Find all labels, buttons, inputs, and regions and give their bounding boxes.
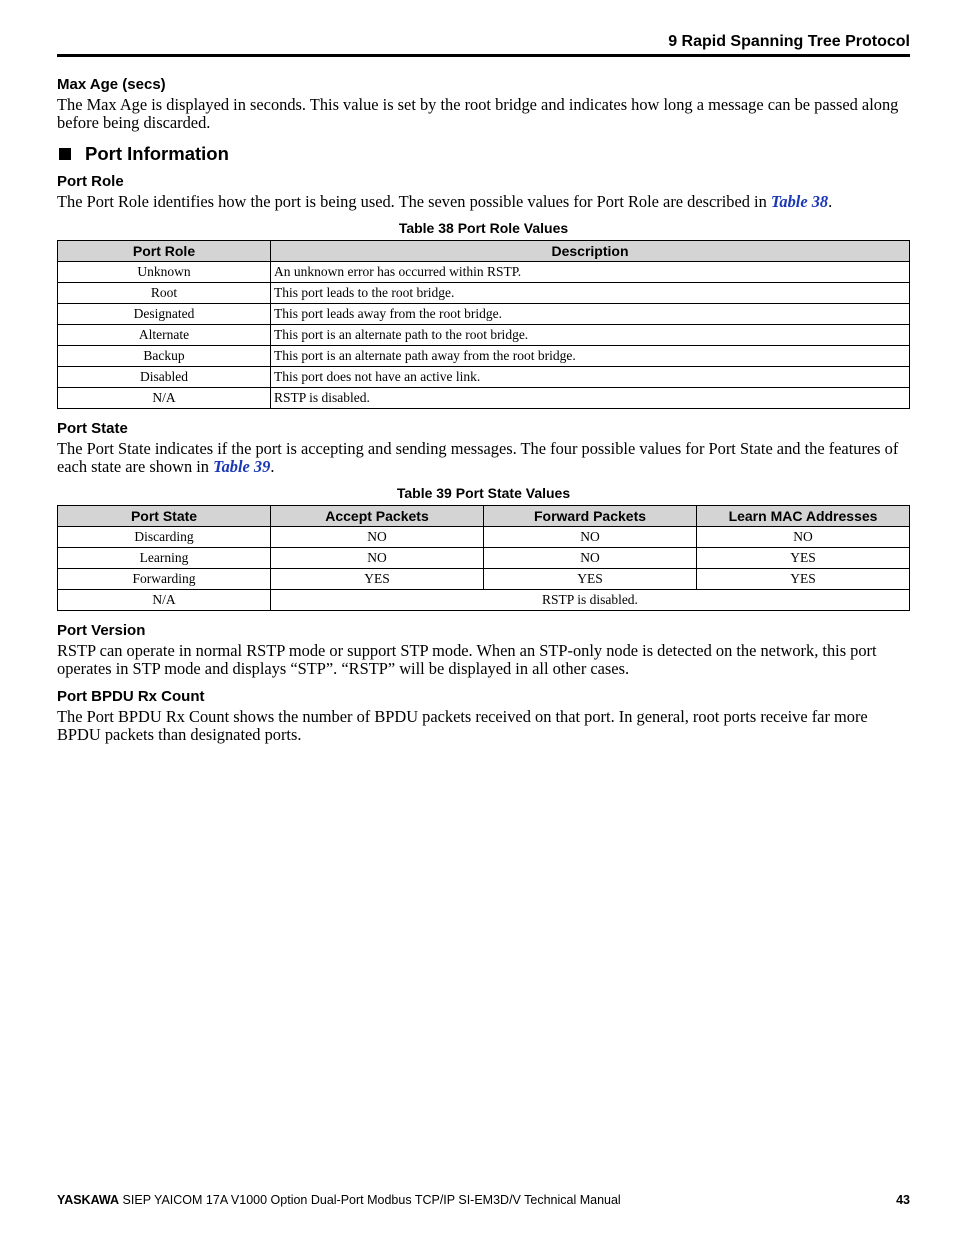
cell-port-role: Alternate	[58, 325, 271, 346]
column-header: Forward Packets	[484, 506, 697, 527]
cell-port-role: Designated	[58, 304, 271, 325]
table-row	[58, 283, 910, 304]
header-rule	[57, 54, 910, 57]
column-header: Accept Packets	[271, 506, 484, 527]
cell-learn-mac: NO	[697, 527, 910, 548]
cell-description: This port does not have an active link.	[271, 367, 910, 388]
table-39-caption: Table 39 Port State Values	[396, 485, 571, 501]
cell-port-role: Root	[58, 283, 271, 304]
cell-description: This port is an alternate path to the root bridge.	[271, 325, 910, 346]
paragraph-port-role-text: The Port Role identifies how the port is being used. The seven possible values for Port Role are described in	[57, 192, 771, 211]
table-port-role-values	[57, 240, 910, 409]
column-header: Description	[271, 241, 910, 262]
paragraph-port-role-end: .	[828, 192, 833, 211]
paragraph-port-bpdu-rx-count: The Port BPDU Rx Count shows the number of BPDU packets received on that port. In general, root ports receive far more BPDU packets than designated ports.	[57, 707, 868, 744]
paragraph-max-age: The Max Age is displayed in seconds. This value is set by the root bridge and indicates how long a message can be passed along before being discarded.	[57, 95, 899, 132]
cell-description: This port is an alternate path away from the root bridge.	[271, 346, 910, 367]
table-row	[58, 569, 910, 590]
cell-accept-packets: NO	[271, 527, 484, 548]
cell-learn-mac: YES	[697, 569, 910, 590]
cell-forward-packets: NO	[484, 527, 697, 548]
heading-max-age: Max Age (secs)	[57, 76, 166, 93]
paragraph-port-state-end: .	[270, 457, 275, 476]
table-header-row	[58, 506, 910, 527]
link-table-38[interactable]: Table 38	[770, 192, 829, 211]
square-bullet-icon	[59, 148, 71, 160]
heading-port-state: Port State	[57, 420, 128, 437]
footer-manual-title: SIEP YAICOM 17A V1000 Option Dual-Port Modbus TCP/IP SI-EM3D/V Technical Manual	[122, 1193, 621, 1207]
page-footer	[57, 1193, 910, 1207]
heading-port-role: Port Role	[57, 173, 124, 190]
table-header-row	[58, 241, 910, 262]
table-row	[58, 548, 910, 569]
cell-disabled-note: RSTP is disabled.	[271, 590, 910, 611]
cell-port-state: N/A	[58, 590, 271, 611]
table-port-state-values	[57, 505, 910, 611]
table-row	[58, 262, 910, 283]
link-table-39[interactable]: Table 39	[213, 457, 271, 476]
heading-port-bpdu-rx-count: Port BPDU Rx Count	[57, 688, 205, 705]
paragraph-port-version: RSTP can operate in normal RSTP mode or support STP mode. When an STP-only node is detected on the network, this port operates in STP mode and displays “STP”. “RSTP” will be displayed in all other cases.	[57, 641, 877, 678]
running-header-title: 9 Rapid Spanning Tree Protocol	[668, 33, 910, 50]
footer-document-title	[57, 1193, 621, 1207]
cell-description: RSTP is disabled.	[271, 388, 910, 409]
heading-port-information-text: Port Information	[85, 143, 229, 164]
cell-description: An unknown error has occurred within RSTP.	[271, 262, 910, 283]
page-content	[57, 76, 910, 744]
cell-port-role: Unknown	[58, 262, 271, 283]
cell-port-state: Forwarding	[58, 569, 271, 590]
cell-forward-packets: YES	[484, 569, 697, 590]
cell-port-role: Backup	[58, 346, 271, 367]
table-row	[58, 346, 910, 367]
table-38-caption: Table 38 Port Role Values	[398, 220, 569, 236]
cell-port-state: Discarding	[58, 527, 271, 548]
column-header: Port Role	[58, 241, 271, 262]
cell-port-state: Learning	[58, 548, 271, 569]
page-number: 43	[896, 1193, 910, 1207]
footer-brand: YASKAWA	[57, 1193, 120, 1207]
table-row	[58, 388, 910, 409]
table-row	[58, 590, 910, 611]
cell-port-role: N/A	[58, 388, 271, 409]
cell-accept-packets: NO	[271, 548, 484, 569]
column-header: Learn MAC Addresses	[697, 506, 910, 527]
cell-accept-packets: YES	[271, 569, 484, 590]
table-row	[58, 527, 910, 548]
table-row	[58, 367, 910, 388]
cell-learn-mac: YES	[697, 548, 910, 569]
heading-port-version: Port Version	[57, 622, 146, 639]
cell-description: This port leads to the root bridge.	[271, 283, 910, 304]
cell-port-role: Disabled	[58, 367, 271, 388]
cell-forward-packets: NO	[484, 548, 697, 569]
heading-port-information	[57, 143, 910, 165]
column-header: Port State	[58, 506, 271, 527]
cell-description: This port leads away from the root bridge.	[271, 304, 910, 325]
table-row	[58, 304, 910, 325]
paragraph-port-role	[57, 193, 910, 211]
paragraph-port-state	[57, 440, 910, 476]
paragraph-port-state-text: The Port State indicates if the port is accepting and sending messages. The four possible values for Port State and the features of each state are shown in	[57, 439, 899, 476]
table-row	[58, 325, 910, 346]
